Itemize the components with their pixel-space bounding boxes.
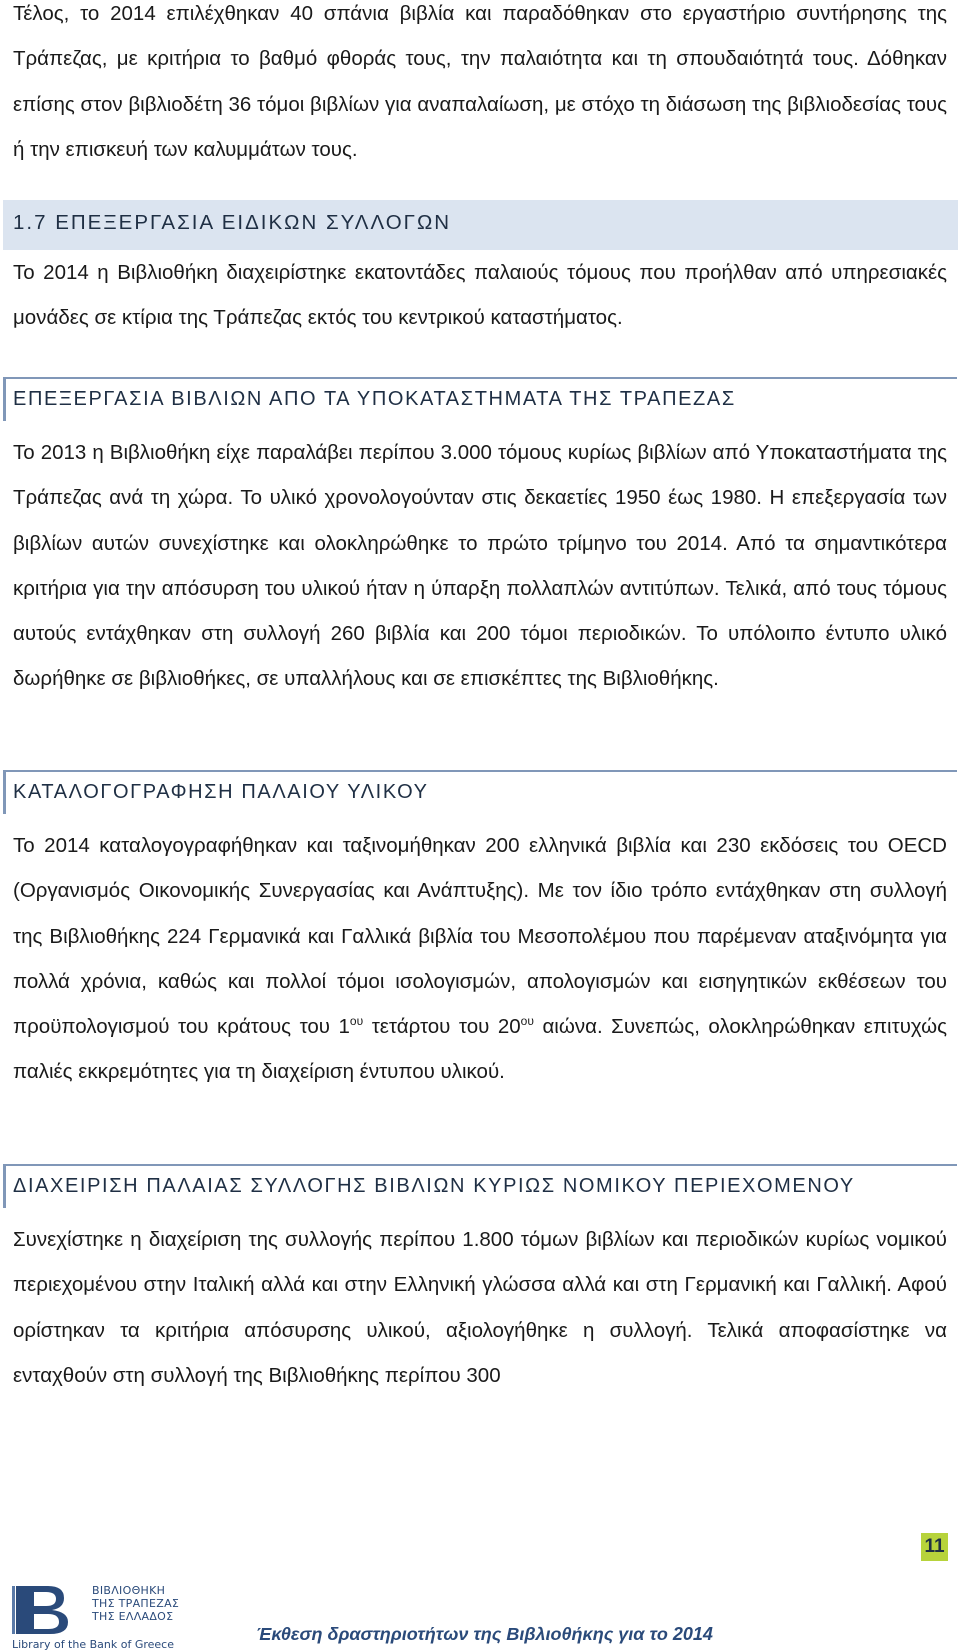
library-logo <box>12 1584 180 1651</box>
subheading-rule-left <box>3 1164 6 1208</box>
subheading-text: ΕΠΕΞΕΡΓΑΣΙΑ ΒΙΒΛΙΩΝ ΑΠΟ ΤΑ ΥΠΟΚΑΤΑΣΤΗΜΑΤΑ ΤΗΣ ΤΡΑΠΕΖΑΣ <box>13 388 736 410</box>
subheading-rule-left <box>3 377 6 421</box>
subheading-text: ΚΑΤΑΛΟΓΟΓΡΑΦΗΣΗ ΠΑΛΑΙΟΥ ΥΛΙΚΟΥ <box>13 781 429 803</box>
logo-line: ΤΗΣ ΕΛΛΑΔΟΣ <box>92 1610 174 1623</box>
logo-line: ΤΗΣ ΤΡΑΠΕΖΑΣ <box>92 1597 180 1610</box>
logo-line: ΒΙΒΛΙΟΘΗΚΗ <box>92 1584 166 1597</box>
section-heading: 1.7 ΕΠΕΞΕΡΓΑΣΙΑ ΕΙΔΙΚΩΝ ΣΥΛΛΟΓΩΝ <box>13 211 452 234</box>
subheading-rule <box>3 770 957 772</box>
page-number-badge: 11 <box>921 1533 948 1561</box>
logo-english-name: Library of the Bank of Greece <box>12 1638 174 1651</box>
paragraph-cataloguing <box>13 823 947 1095</box>
paragraph-conservation: Τέλος, το 2014 επιλέχθηκαν 40 σπάνια βιβλία και παραδόθηκαν στο εργαστήριο συντήρησης της Τράπεζας, με κριτήρια το βαθμό φθοράς τους, την παλαιότητα και τη σπουδαιότητά τους. Δόθηκαν επίσης στον βιβλιοδέτη 36 τόμοι βιβλίων για αναπαλαίωση, με στόχο τη διάσωση της βιβλιοδεσίας τους ή την επισκευή των καλυμμάτων τους. <box>13 2 947 161</box>
subheading-rule <box>3 1164 957 1166</box>
logo-wordmark <box>92 1584 179 1623</box>
section-heading-band <box>3 200 958 250</box>
superscript: ου <box>520 1014 534 1029</box>
paragraph-special-collections: Το 2014 η Βιβλιοθήκη διαχειρίστηκε εκατοντάδες παλαιούς τόμους που προήλθαν από υπηρεσιακές μονάδες σε κτίρια της Τράπεζας εκτός του κεντρικού καταστήματος. <box>13 261 947 330</box>
library-b-logo-icon <box>12 1584 72 1636</box>
subheading-rule <box>3 377 957 379</box>
paragraph-branch-books: Το 2013 η Βιβλιοθήκη είχε παραλάβει περίπου 3.000 τόμους κυρίως βιβλίων από Υποκαταστήματα της Τράπεζας ανά τη χώρα. Το υλικό χρονολογούνταν στις δεκαετίες 1950 έως 1980. Η επεξεργασία των βιβλίων αυτών συνεχίστηκε και ολοκληρώθηκε το πρώτο τρίμηνο του 2014. Από τα σημαντικότερα κριτήρια για την απόσυρση του υλικού ήταν η ύπαρξη πολλαπλών αντιτύπων. Τελικά, από τους τόμους αυτούς εντάχθηκαν στη συλλογή 260 βιβλία και 200 τόμοι περιοδικών. Το υπόλοιπο έντυπο υλικό δωρήθηκε σε βιβλιοθήκες, σε υπαλλήλους και σε επισκέπτες της Βιβλιοθήκης. <box>13 441 947 691</box>
paragraph-text: τετάρτου του 20 <box>363 1015 521 1039</box>
subheading-text: ΔΙΑΧΕΙΡΙΣΗ ΠΑΛΑΙΑΣ ΣΥΛΛΟΓΗΣ ΒΙΒΛΙΩΝ ΚΥΡΙΩΣ ΝΟΜΙΚΟΥ ΠΕΡΙΕΧΟΜΕΝΟΥ <box>13 1175 855 1197</box>
footer-report-title: Έκθεση δραστηριοτήτων της Βιβλιοθήκης για το 2014 <box>256 1624 713 1644</box>
subheading-branch-books <box>3 377 957 421</box>
paragraph-text: Το 2014 καταλογογραφήθηκαν και ταξινομήθηκαν 200 ελληνικά βιβλία και 230 εκδόσεις του OECD (Οργανισμός Οικονομικής Συνεργασίας και Ανάπτυξης). Με τον ίδιο τρόπο εντάχθηκαν στη συλλογή της Βιβλιοθήκης 224 Γερμανικά και Γαλλικά βιβλία του Μεσοπολέμου που παρέμεναν αταξινόμητα για πολλά χρόνια, καθώς και πολλοί τόμοι ισολογισμών, απολογισμών και εισηγητικών εκθέσεων του προϋπολογισμού του κράτους του 1 <box>13 834 947 1039</box>
subheading-legal-collection <box>3 1164 957 1208</box>
subheading-rule-left <box>3 770 6 814</box>
paragraph-text: αιώνα. Συνεπώς, ολοκληρώθηκαν επιτυχώς παλιές εκκρεμότητες για τη διαχείριση έντυπου υλικού. <box>13 1015 948 1084</box>
superscript: ου <box>349 1014 364 1029</box>
subheading-old-material <box>3 770 957 814</box>
paragraph-legal-collection: Συνεχίστηκε η διαχείριση της συλλογής περίπου 1.800 τόμων βιβλίων και περιοδικών κυρίως νομικού περιεχομένου στην Ιταλική αλλά και στην Ελληνική γλώσσα αλλά και στη Γερμανική και Γαλλική. Αφού ορίστηκαν τα κριτήρια απόσυρσης υλικού, αξιολογήθηκε η συλλογή. Τελικά αποφασίστηκε να ενταχθούν στη συλλογή της Βιβλιοθήκης περίπου 300 <box>13 1228 947 1387</box>
